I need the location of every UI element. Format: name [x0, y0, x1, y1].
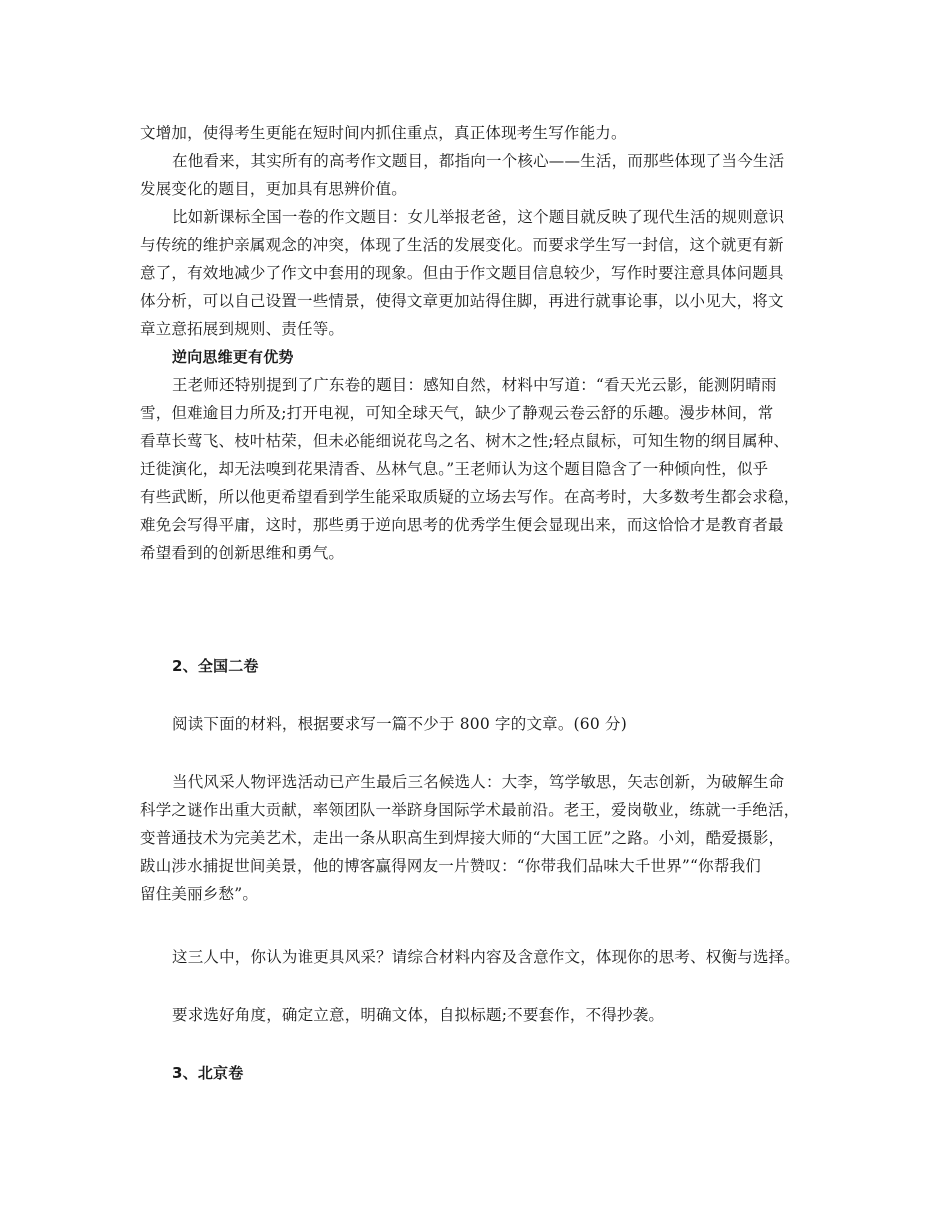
- paragraph-line: 要求选好角度，确定立意，明确文体，自拟标题;不要套作，不得抄袭。: [172, 1006, 665, 1024]
- paragraph-line: 章立意拓展到规则、责任等。: [140, 320, 345, 338]
- paragraph-line: 有些武断，所以他更希望看到学生能采取质疑的立场去写作。在高考时，大多数考生都会求稳，: [140, 488, 800, 506]
- paragraph-line: 王老师还特别提到了广东卷的题目：感知自然，材料中写道：“看天光云影，能测阴晴雨: [172, 376, 777, 394]
- paragraph-line: 体分析，可以自己设置一些情景，使得文章更加站得住脚，再进行就事论事，以小见大，将文: [140, 292, 784, 310]
- paragraph-line: 这三人中，你认为谁更具风采？请综合材料内容及含意作文，体现你的思考、权衡与选择。: [172, 948, 801, 966]
- paragraph-line: 阅读下面的材料，根据要求写一篇不少于 800 字的文章。(60 分): [172, 715, 627, 733]
- section-heading: 3、北京卷: [172, 1064, 244, 1082]
- paragraph-line: 意了，有效地减少了作文中套用的现象。但由于作文题目信息较少，写作时要注意具体问题具: [140, 264, 784, 282]
- paragraph-line: 变普通技术为完美艺术，走出一条从职高生到焊接大师的“大国工匠”之路。小刘，酷爱摄影，: [140, 829, 785, 847]
- paragraph-line: 发展变化的题目，更加具有思辨价值。: [140, 180, 407, 198]
- paragraph-line: 难免会写得平庸，这时，那些勇于逆向思考的优秀学生便会显现出来，而这恰恰才是教育者最: [140, 516, 784, 534]
- paragraph-line: 在他看来，其实所有的高考作文题目，都指向一个核心——生活，而那些体现了当今生活: [172, 152, 785, 170]
- paragraph-line: 文增加，使得考生更能在短时间内抓住重点，真正体现考生写作能力。: [140, 124, 627, 142]
- section-heading: 逆向思维更有优势: [172, 348, 294, 366]
- paragraph-line: 看草长莺飞、枝叶枯荣，但未必能细说花鸟之名、树木之性;轻点鼠标，可知生物的纲目属种、: [140, 432, 790, 450]
- paragraph-line: 科学之谜作出重大贡献，率领团队一举跻身国际学术最前沿。老王，爱岗敬业，练就一手绝活，: [140, 801, 800, 819]
- paragraph-line: 跋山涉水捕捉世间美景，他的博客赢得网友一片赞叹：“你带我们品味大千世界”“你帮我们: [140, 857, 761, 875]
- paragraph-line: 迁徙演化，却无法嗅到花果清香、丛林气息。”王老师认为这个题目隐含了一种倾向性，似乎: [140, 460, 769, 478]
- paragraph-line: 希望看到的创新思维和勇气。: [140, 544, 345, 562]
- paragraph-line: 比如新课标全国一卷的作文题目：女儿举报老爸，这个题目就反映了现代生活的规则意识: [172, 208, 785, 226]
- paragraph-line: 雪，但难逾目力所及;打开电视，可知全球天气，缺少了静观云卷云舒的乐趣。漫步林间，常: [140, 404, 774, 422]
- paragraph-line: 与传统的维护亲属观念的冲突，体现了生活的发展变化。而要求学生写一封信，这个就更有新: [140, 236, 784, 254]
- section-heading: 2、全国二卷: [172, 657, 259, 675]
- paragraph-line: 当代风采人物评选活动已产生最后三名候选人：大李，笃学敏思，矢志创新，为破解生命: [172, 773, 785, 791]
- paragraph-line: 留住美丽乡愁”。: [140, 885, 259, 903]
